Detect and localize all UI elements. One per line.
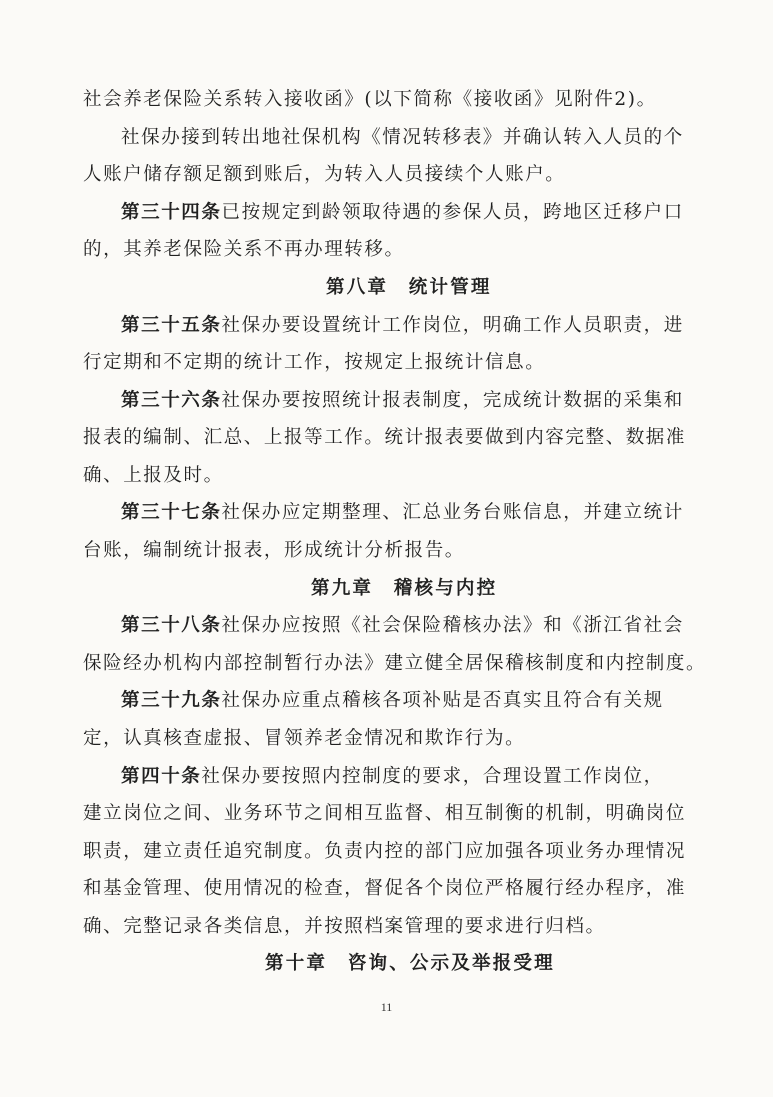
paragraph-line: 确、完整记录各类信息，并按照档案管理的要求进行归档。 bbox=[83, 915, 606, 937]
paragraph-line: 社会养老保险关系转入接收函》(以下简称《接收函》见附件2)。 bbox=[83, 89, 657, 110]
paragraph-line: 定，认真核查虚报、冒领养老金情况和欺诈行为。 bbox=[83, 727, 526, 749]
article-40 bbox=[121, 765, 664, 789]
article-text: 社保办要按照统计报表制度，完成统计数据的采集和 bbox=[221, 389, 684, 411]
article-38 bbox=[121, 614, 684, 638]
article-text: 社保办要设置统计工作岗位，明确工作人员职责，进 bbox=[221, 314, 684, 336]
paragraph-line: 建立岗位之间、业务环节之间相互监督、相互制衡的机制，明确岗位 bbox=[83, 803, 687, 825]
chapter-heading: 第九章 稽核与内控 bbox=[311, 577, 498, 599]
paragraph-line: 的，其养老保险关系不再办理转移。 bbox=[83, 239, 405, 261]
article-label: 第三十八条 bbox=[121, 615, 222, 637]
article-37 bbox=[121, 501, 684, 525]
paragraph-line: 确、上报及时。 bbox=[83, 464, 224, 486]
paragraph-line: 和基金管理、使用情况的检查，督促各个岗位严格履行经办程序，准 bbox=[83, 878, 687, 900]
article-34 bbox=[121, 201, 684, 225]
article-text: 社保办应定期整理、汇总业务台账信息，并建立统计 bbox=[221, 502, 684, 524]
paragraph-line: 职责，建立责任追究制度。负责内控的部门应加强各项业务办理情况 bbox=[83, 840, 687, 862]
article-label: 第三十七条 bbox=[121, 502, 222, 524]
article-35 bbox=[121, 314, 684, 338]
article-36 bbox=[121, 389, 684, 413]
article-label: 第三十五条 bbox=[121, 314, 222, 336]
paragraph-line: 行定期和不定期的统计工作，按规定上报统计信息。 bbox=[83, 352, 546, 374]
paragraph-line: 报表的编制、汇总、上报等工作。统计报表要做到内容完整、数据准 bbox=[83, 427, 687, 449]
article-text: 社保办应重点稽核各项补贴是否真实且符合有关规 bbox=[221, 690, 664, 712]
chapter-heading: 第十章 咨询、公示及举报受理 bbox=[265, 953, 555, 975]
chapter-heading: 第八章 统计管理 bbox=[326, 276, 492, 298]
page-number: 11 bbox=[380, 1000, 393, 1014]
article-label: 第四十条 bbox=[121, 765, 202, 787]
article-text: 已按规定到龄领取待遇的参保人员，跨地区迁移户口 bbox=[221, 201, 684, 223]
article-39 bbox=[121, 689, 664, 713]
paragraph-line: 社保办接到转出地社保机构《情况转移表》并确认转入人员的个 bbox=[121, 126, 684, 148]
paragraph-line: 保险经办机构内部控制暂行办法》建立健全居保稽核制度和内控制度。 bbox=[83, 652, 707, 674]
article-text: 社保办要按照内控制度的要求，合理设置工作岗位， bbox=[201, 765, 664, 787]
paragraph-line: 人账户储存额足额到账后，为转入人员接续个人账户。 bbox=[83, 164, 566, 186]
article-label: 第三十四条 bbox=[121, 201, 222, 223]
article-text: 社保办应按照《社会保险稽核办法》和《浙江省社会 bbox=[221, 615, 684, 637]
article-label: 第三十九条 bbox=[121, 690, 222, 712]
paragraph-line: 台账，编制统计报表，形成统计分析报告。 bbox=[83, 540, 465, 561]
article-label: 第三十六条 bbox=[121, 389, 222, 411]
